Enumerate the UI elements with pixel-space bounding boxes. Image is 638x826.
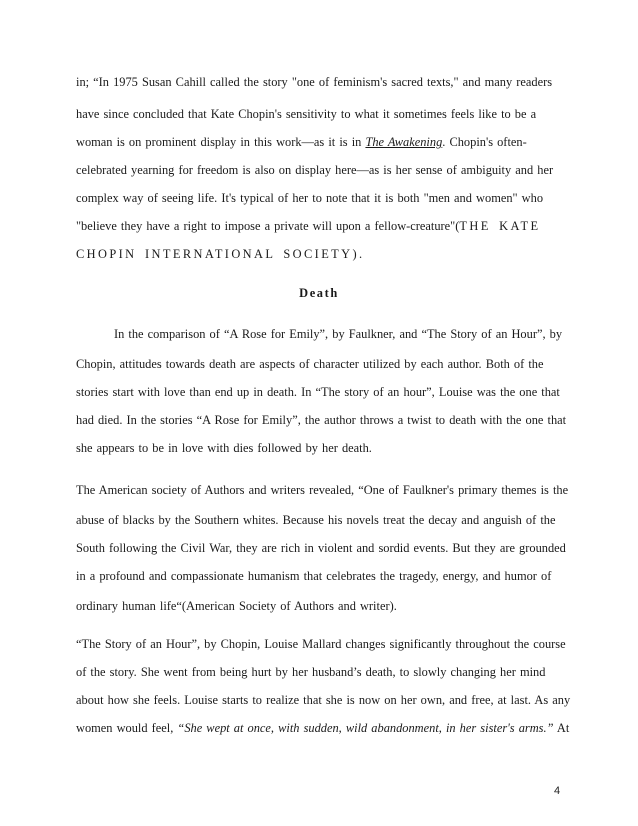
paragraph-2-line-2: Chopin, attitudes towards death are aspects of character utilized by each author. Both of the bbox=[76, 357, 544, 371]
paragraph-4-line-4-end: At bbox=[553, 721, 570, 735]
paragraph-1-line-3-text-a: woman is on prominent display in this work—as it is in bbox=[76, 135, 366, 149]
paragraph-1-line-3 bbox=[76, 134, 527, 150]
paragraph-1-line-5: complex way of seeing life. It's typical of her to note that it is both "men and women" who bbox=[76, 191, 544, 205]
paragraph-4-line-1: “The Story of an Hour”, by Chopin, Louise Mallard changes significantly throughout the course bbox=[76, 637, 566, 651]
paragraph-2-line-4: had died. In the stories “A Rose for Emily”, the author throws a twist to death with the one that bbox=[76, 413, 567, 427]
paragraph-2-line-3: stories start with love than end up in death. In “The story of an hour”, Louise was the one that bbox=[76, 385, 560, 399]
page-number: 4 bbox=[554, 785, 561, 797]
paragraph-3-line-1: The American society of Authors and writers revealed, “One of Faulkner's primary themes is the bbox=[76, 483, 569, 497]
paragraph-4-line-2: of the story. She went from being hurt by her husband’s death, to slowly changing her mind bbox=[76, 665, 546, 679]
paragraph-4-line-4-text: women would feel, bbox=[76, 721, 178, 735]
paragraph-1-line-4: celebrated yearning for freedom is also on display here—as is her sense of ambiguity and her bbox=[76, 163, 554, 177]
paragraph-2-line-1: In the comparison of “A Rose for Emily”, by Faulkner, and “The Story of an Hour”, by bbox=[114, 327, 563, 341]
story-quote: “She wept at once, with sudden, wild abandonment, in her sister's arms.” bbox=[177, 721, 554, 735]
section-heading: Death bbox=[299, 286, 339, 300]
paragraph-1-line-7: CHOPIN INTERNATIONAL SOCIETY). bbox=[76, 247, 365, 261]
paragraph-1-line-6-text: "believe they have a right to impose a private will upon a fellow-creature"( bbox=[76, 219, 460, 233]
the-awakening-link[interactable]: The Awakening bbox=[365, 135, 443, 149]
paragraph-4-line-3: about how she feels. Louise starts to realize that she is now on her own, and free, at last. As any bbox=[76, 693, 571, 707]
paragraph-1-line-2: have since concluded that Kate Chopin's sensitivity to what it sometimes feels like to be a bbox=[76, 107, 537, 121]
paragraph-2-line-5: she appears to be in love with dies followed by her death. bbox=[76, 441, 372, 455]
paragraph-1-line-1: in; “In 1975 Susan Cahill called the story "one of feminism's sacred texts," and many readers bbox=[76, 75, 553, 89]
paragraph-3-line-2: abuse of blacks by the Southern whites. Because his novels treat the decay and anguish of the bbox=[76, 513, 556, 527]
paragraph-4-line-4 bbox=[76, 720, 569, 736]
paragraph-3-line-5: ordinary human life“(American Society of Authors and writer). bbox=[76, 599, 397, 613]
paragraph-3-line-3: South following the Civil War, they are rich in violent and sordid events. But they are grounded bbox=[76, 541, 566, 555]
paragraph-1-line-6-citation: THE KATE bbox=[459, 219, 541, 233]
paragraph-3-line-4: in a profound and compassionate humanism that celebrates the tragedy, energy, and humor of bbox=[76, 569, 552, 583]
paragraph-1-line-3-text-b: . Chopin's often- bbox=[442, 135, 527, 149]
paragraph-1-line-6 bbox=[76, 218, 540, 234]
